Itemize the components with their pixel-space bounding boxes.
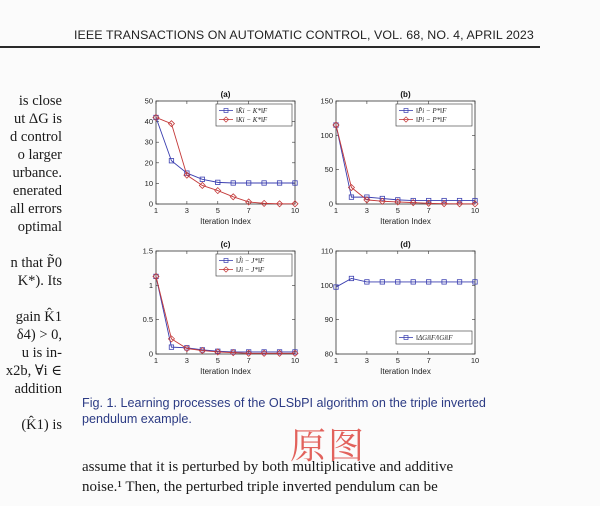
body-line-1: assume that it is perturbed by both multiplicative and additive — [82, 459, 454, 475]
x-tick-label: 5 — [395, 356, 400, 365]
y-tick-label: 80 — [324, 349, 333, 359]
panel-a — [130, 84, 310, 234]
left-text-line: gain K̂1 — [15, 309, 62, 325]
left-text-line: ut ΔG is — [14, 111, 62, 127]
y-tick-label: 40 — [144, 117, 153, 127]
left-text-line: optimal — [17, 219, 62, 235]
x-tick-label: 5 — [215, 206, 220, 215]
left-text-line: o larger — [17, 147, 62, 163]
panel-title: (b) — [400, 90, 411, 99]
left-text-line: x2b, ∀i ∈ — [5, 363, 62, 379]
left-text-line: enerated — [12, 183, 62, 199]
left-text-line: n that P̃0 — [10, 255, 62, 271]
x-tick-label: 1 — [333, 206, 339, 215]
y-tick-label: 50 — [324, 165, 333, 175]
x-axis-label: Iteration Index — [200, 367, 251, 376]
y-tick-label: 90 — [324, 315, 333, 325]
y-tick-label: 20 — [144, 158, 153, 168]
left-text-line: is close — [18, 93, 62, 109]
x-tick-label: 10 — [470, 356, 480, 365]
y-tick-label: 0 — [328, 199, 333, 209]
left-text-line: u is in- — [21, 345, 62, 361]
legend-label: ‖ΔGi‖F/‖Gi‖F — [416, 334, 453, 342]
x-tick-label: 7 — [246, 206, 251, 215]
left-text-line: d control — [10, 129, 62, 145]
y-tick-label: 10 — [144, 178, 153, 188]
left-column-text — [0, 92, 62, 434]
body-line-2: noise.¹ Then, the perturbed triple inverted pendulum can be — [82, 479, 438, 495]
x-tick-label: 10 — [290, 356, 300, 365]
left-text-line: K*). Its — [17, 273, 62, 289]
left-text-line: addition — [14, 381, 62, 397]
journal-header: IEEE TRANSACTIONS ON AUTOMATIC CONTROL, VOL. 68, NO. 4, APRIL 2023 — [74, 28, 534, 42]
x-tick-label: 7 — [426, 206, 431, 215]
watermark-stamp: 原图 — [290, 426, 367, 467]
left-text-line: (K̂1) is — [21, 417, 62, 433]
x-tick-label: 10 — [470, 206, 480, 215]
y-tick-label: 100 — [320, 130, 333, 140]
y-tick-label: 0 — [148, 349, 153, 359]
figure-caption: Fig. 1. Learning processes of the OLSbPI algorithm on the triple inverted pendulum example. — [82, 396, 486, 426]
panel-title: (d) — [400, 240, 411, 249]
x-tick-label: 1 — [153, 206, 159, 215]
x-axis-label: Iteration Index — [200, 217, 251, 226]
legend-label: ‖K̂i − K*‖F — [236, 107, 268, 115]
x-tick-label: 7 — [426, 356, 431, 365]
y-tick-label: 110 — [321, 246, 333, 256]
x-axis-label: Iteration Index — [380, 367, 431, 376]
x-tick-label: 5 — [395, 206, 400, 215]
x-tick-label: 3 — [184, 356, 189, 365]
y-tick-label: 30 — [144, 137, 153, 147]
panel-d — [310, 234, 490, 384]
y-tick-label: 100 — [320, 280, 333, 290]
figure — [130, 84, 490, 384]
y-tick-label: 0 — [148, 199, 153, 209]
legend-label: ‖P̂i − P*‖F — [416, 107, 447, 115]
panel-title: (c) — [220, 240, 231, 249]
left-text-line: δ4) > 0, — [16, 327, 62, 343]
panel-b — [310, 84, 490, 234]
y-tick-label: 0.5 — [142, 315, 153, 325]
x-tick-label: 5 — [215, 356, 220, 365]
x-tick-label: 1 — [333, 356, 339, 365]
x-tick-label: 3 — [184, 206, 189, 215]
x-tick-label: 3 — [364, 356, 369, 365]
legend-label: ‖Ji − J*‖F — [236, 266, 265, 274]
legend-label: ‖Pi − P*‖F — [416, 116, 447, 124]
panel-title: (a) — [220, 90, 231, 99]
y-tick-label: 1 — [148, 280, 153, 290]
panel-c — [130, 234, 310, 384]
left-text-line: urbance. — [12, 165, 62, 181]
legend-label: ‖Ki − K*‖F — [236, 116, 268, 124]
header-rule — [0, 46, 540, 48]
x-tick-label: 3 — [364, 206, 369, 215]
y-tick-label: 50 — [144, 96, 153, 106]
y-tick-label: 150 — [320, 96, 333, 106]
x-tick-label: 7 — [246, 356, 251, 365]
y-tick-label: 1.5 — [142, 246, 153, 256]
x-tick-label: 1 — [153, 356, 159, 365]
left-text-line: all errors — [10, 201, 62, 217]
x-axis-label: Iteration Index — [380, 217, 431, 226]
x-tick-label: 10 — [290, 206, 300, 215]
legend-label: ‖Ĵi − J*‖F — [236, 257, 265, 265]
